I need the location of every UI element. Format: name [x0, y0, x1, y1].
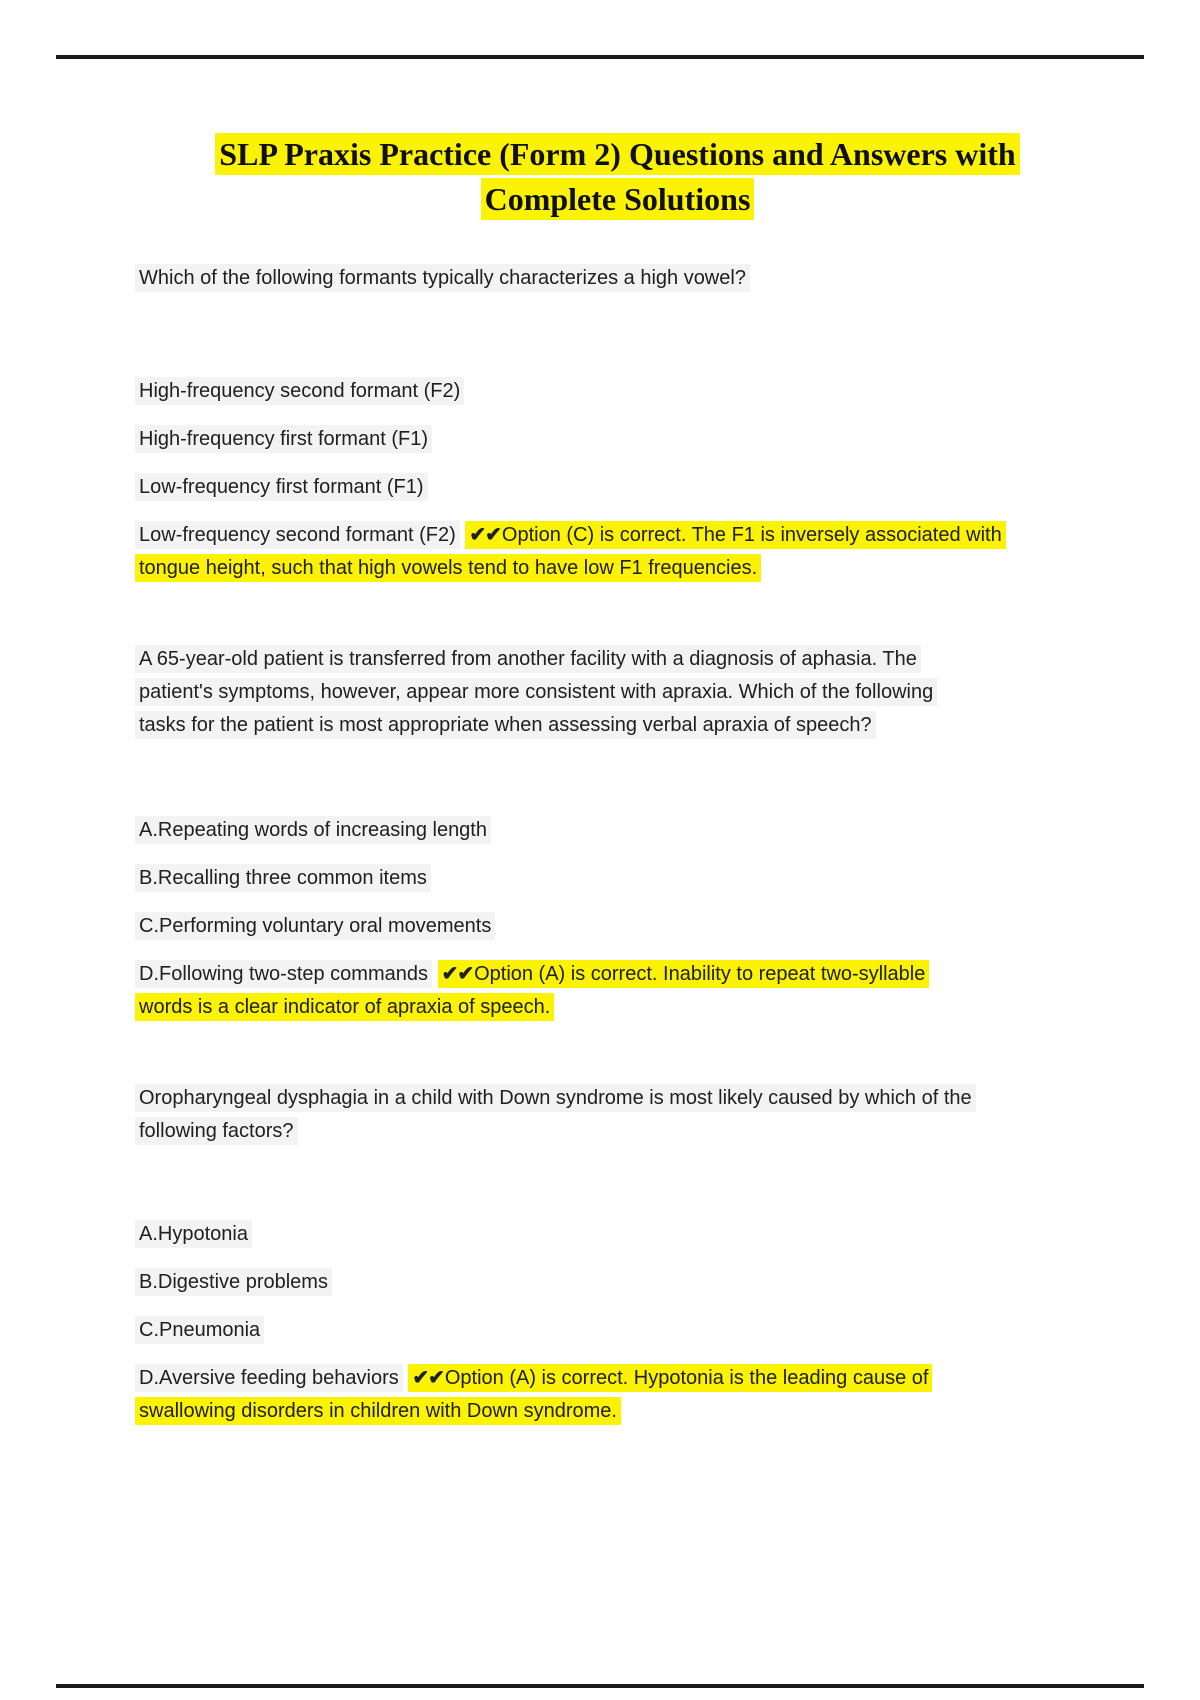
document-page — [135, 0, 1100, 1486]
answer-option: A.Hypotonia — [135, 1218, 1100, 1251]
answer-option: B.Recalling three common items — [135, 862, 1100, 895]
answer-option-with-solution: D.Following two-step commands ✔✔Option (A) is correct. Inability to repeat two-syllable words is a clear indicator of apraxia of speech. — [135, 958, 1100, 1024]
correct-answer-continued: words is a clear indicator of apraxia of speech. — [135, 993, 554, 1021]
answer-option: B.Digestive problems — [135, 1266, 1100, 1299]
correct-answer-continued: swallowing disorders in children with Down syndrome. — [135, 1397, 621, 1425]
answer-option: C.Performing voluntary oral movements — [135, 910, 1100, 943]
check-icon: ✔✔ — [441, 963, 474, 985]
question-prompt: Oropharyngeal dysphagia in a child with Down syndrome is most likely caused by which of the following factors? — [135, 1082, 1100, 1148]
question-block-1 — [135, 262, 1100, 585]
correct-answer: ✔✔Option (A) is correct. Inability to repeat two-syllable — [438, 960, 930, 988]
question-block-2 — [135, 643, 1100, 1024]
page-title-line2: Complete Solutions — [481, 178, 755, 220]
correct-answer: ✔✔Option (C) is correct. The F1 is inversely associated with — [465, 521, 1005, 549]
answer-option-with-solution: D.Aversive feeding behaviors ✔✔Option (A) is correct. Hypotonia is the leading cause of swallowing disorders in children with Down syndrome. — [135, 1362, 1100, 1428]
answer-option: High-frequency second formant (F2) — [135, 375, 1100, 408]
answer-option-with-solution: Low-frequency second formant (F2) ✔✔Option (C) is correct. The F1 is inversely associated with tongue height, such that high vowels tend to have low F1 frequencies. — [135, 519, 1100, 585]
answer-option: Low-frequency first formant (F1) — [135, 471, 1100, 504]
page-title — [135, 132, 1100, 222]
question-block-3 — [135, 1082, 1100, 1428]
bottom-rule — [56, 1684, 1144, 1688]
answer-option: A.Repeating words of increasing length — [135, 814, 1100, 847]
check-icon: ✔✔ — [412, 1367, 444, 1389]
question-prompt: A 65-year-old patient is transferred from another facility with a diagnosis of aphasia. The patient's symptoms, however, appear more consistent with apraxia. Which of the following tasks for the patient is most appropriate when assessing verbal apraxia of speech? — [135, 643, 1100, 742]
correct-answer-continued: tongue height, such that high vowels tend to have low F1 frequencies. — [135, 554, 761, 582]
check-icon: ✔✔ — [469, 524, 501, 546]
correct-answer: ✔✔Option (A) is correct. Hypotonia is the leading cause of — [408, 1364, 932, 1392]
question-prompt: Which of the following formants typically characterizes a high vowel? — [135, 262, 1100, 295]
page-title-line1: SLP Praxis Practice (Form 2) Questions and Answers with — [215, 133, 1019, 175]
answer-option: High-frequency first formant (F1) — [135, 423, 1100, 456]
answer-option: C.Pneumonia — [135, 1314, 1100, 1347]
